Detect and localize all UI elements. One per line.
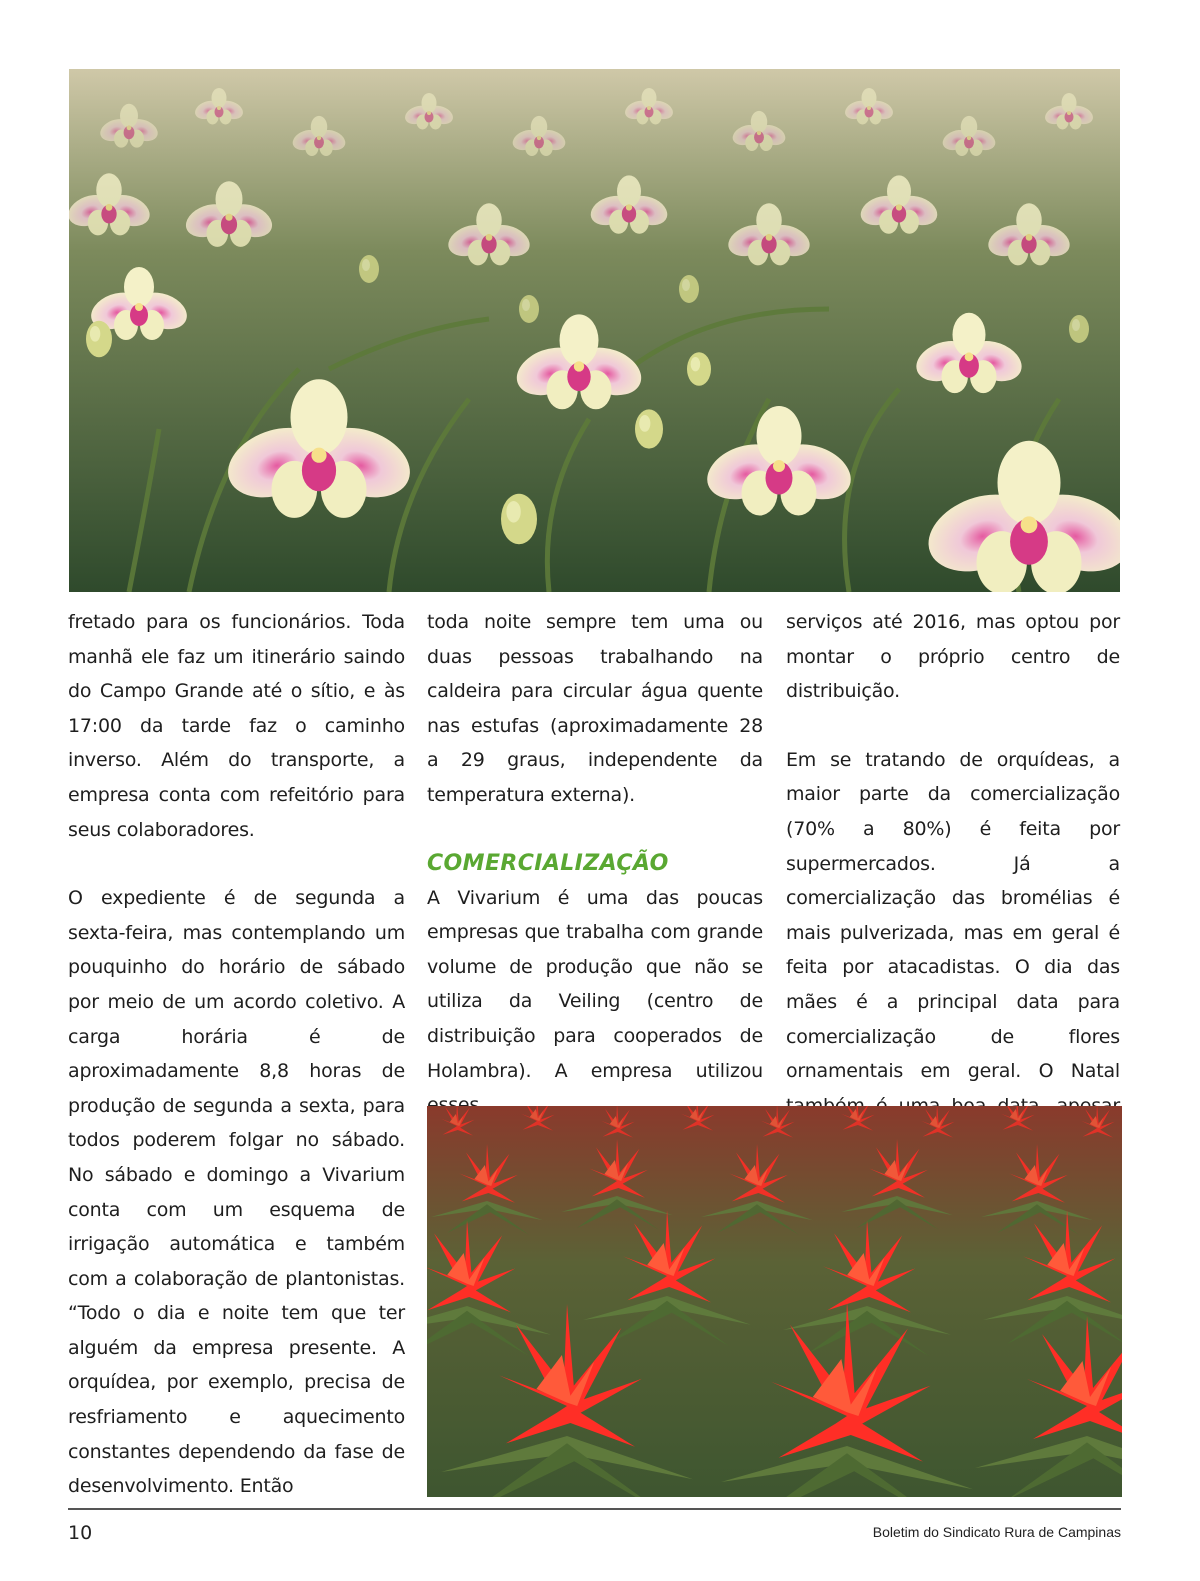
paragraph-veiling: A Vivarium é uma das poucas empresas que trabalha com grande volume de produção que não se utiliza da Veiling (centro de distribuição para cooperados de Holambra). A empresa utilizou [427,886,763,1082]
publication-title: Boletim do Sindicato Rura de Campinas [872,1524,1121,1540]
article-column-1 [68,605,405,1504]
paragraph-heating: toda noite sempre tem uma ou duas pessoas trabalhando na caldeira para circular água quente nas estufas (aproximadamente 28 a 29 graus, independente da temperatura externa). [427,611,763,806]
footer-divider [68,1508,1121,1510]
paragraph-working-hours: O expediente é de segunda a sexta-feira, mas contemplando um pouquinho do horário de sábado por meio de um acordo coletivo. A carga horária é de aproximadamente 8,8 horas de produção de segunda a sexta, para todos poderem folgar no sábado. No sábado e domingo a Vivarium conta com um esquema de irrigação automática e também com a colaboração de plantonistas. “Todo o dia e noite tem que ter alguém da empresa presente. A orquídea, por exemplo, precisa de resfriamento e aquecimento constantes dependendo da fase de desenvolvimento. Então [68,887,405,1498]
paragraph-distribution-center: serviços até 2016, mas optou por montar o próprio centro de distribuição. [786,611,1120,703]
page-number: 10 [68,1522,93,1544]
paragraph-spacer [786,709,1120,743]
paragraph-spacer [427,813,763,847]
section-heading-commercialization: COMERCIALIZAÇÃO [427,850,669,876]
paragraph-sales: Em se tratando de orquídeas, a maior parte da comercialização (70% a 80%) é feita por supermercados. Já a comercialização das bromélias é mais pulverizada, mas em geral é feita por atacadistas. O dia das mães é a principal data para comercialização de flores ornamentais em geral. O Natal [786,748,1120,1083]
paragraph-spacer [68,847,405,881]
article-column-3 [786,605,1120,1158]
bromeliad-illustration [427,1106,1122,1497]
article-column-2 [427,605,763,1123]
bromeliad-greenhouse-photo [427,1106,1122,1497]
orchid-illustration [69,69,1120,592]
paragraph-transport: fretado para os funcionários. Toda manhã ele faz um itinerário saindo do Campo Grande até o sítio, e às 17:00 da tarde faz o caminho inverso. Além do transporte, a empresa conta com refeitório para seus colaboradores. [68,611,405,841]
orchid-greenhouse-photo [69,69,1120,592]
